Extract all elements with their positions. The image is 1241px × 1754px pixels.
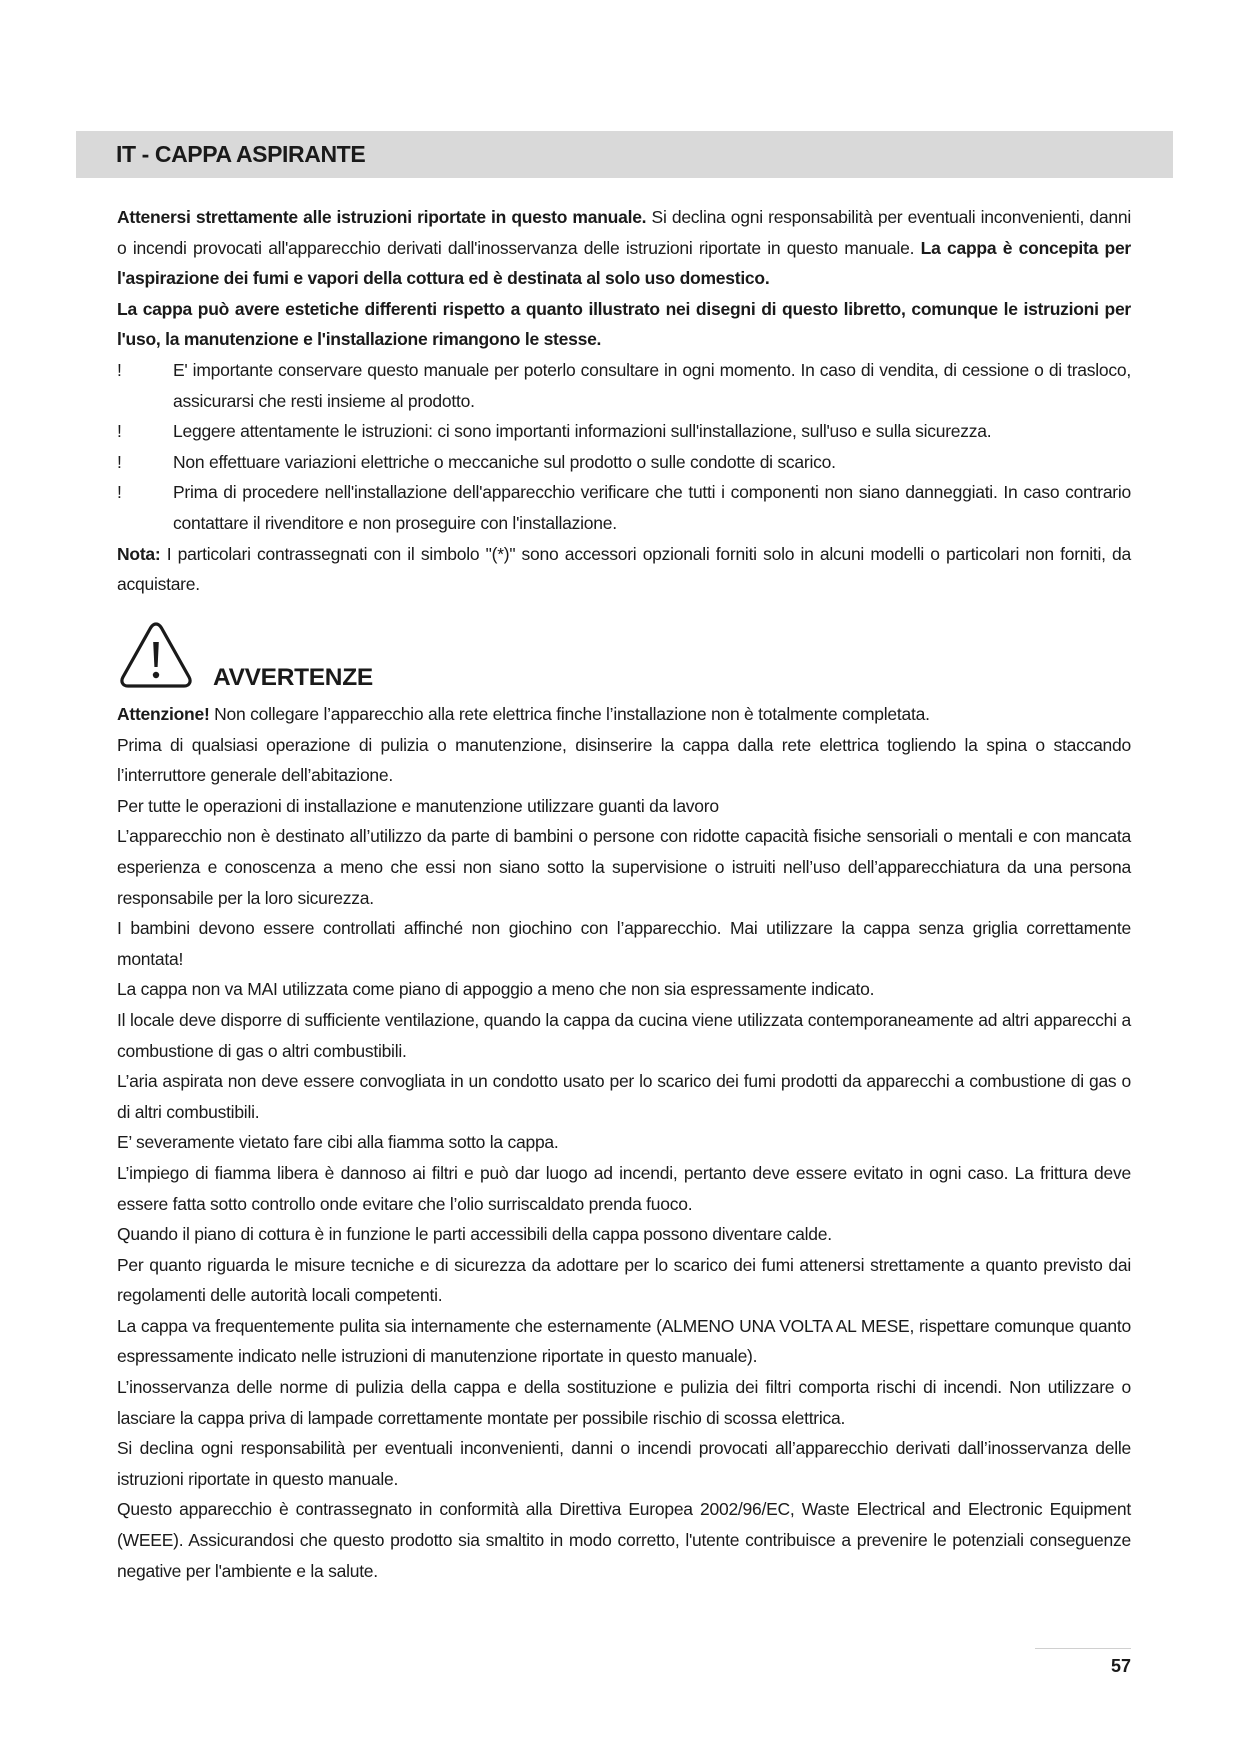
bullet-item <box>117 447 1131 478</box>
bullet-text: Non effettuare variazioni elettriche o meccaniche sul prodotto o sulle condotte di scarico. <box>173 451 836 472</box>
bullet-item <box>117 477 1131 538</box>
warning-paragraph: La cappa va frequentemente pulita sia internamente che esternamente (ALMENO UNA VOLTA AL MESE, rispettare comunque quanto espressamente indicato nelle istruzioni di manutenzione riportate in questo manuale). <box>117 1315 1131 1367</box>
attention-label: Attenzione! <box>117 704 210 724</box>
attention-text: Non collegare l’apparecchio alla rete elettrica finche l’installazione non è totalmente completata. <box>209 704 930 724</box>
warning-paragraph: I bambini devono essere controllati affinché non giochino con l’apparecchio. Mai utilizzare la cappa senza griglia correttamente montata! <box>117 918 1131 969</box>
warning-paragraph: Quando il piano di cottura è in funzione le parti accessibili della cappa possono diventare calde. <box>117 1224 832 1245</box>
warning-paragraph: La cappa non va MAI utilizzata come piano di appoggio a meno che non sia espressamente indicato. <box>117 979 875 1000</box>
bullet-text: Prima di procedere nell'installazione dell'apparecchio verificare che tutti i componenti non siano danneggiati. In caso contrario contattare il rivenditore e non proseguire con l'installazione. <box>173 482 1131 533</box>
nota-text: I particolari contrassegnati con il simbolo "(*)" sono accessori opzionali forniti solo in alcuni modelli o particolari non forniti, da acquistare. <box>117 543 1131 595</box>
bullet-mark: ! <box>117 451 122 472</box>
warning-paragraph: L’apparecchio non è destinato all’utilizzo da parte di bambini o persone con ridotte capacità fisiche sensoriali o mentali e con mancata esperienza e conoscenza a meno che essi non siano sotto la supervisione o istruiti nell’uso dell’apparecchiatura da una persona responsabile per la loro sicurezza. <box>117 826 1131 908</box>
warnings-title: AVVERTENZE <box>213 664 373 691</box>
warnings-section <box>117 699 1131 1586</box>
section-title: IT - CAPPA ASPIRANTE <box>116 141 366 167</box>
bullet-item <box>117 416 1131 447</box>
intro-section <box>117 202 1131 600</box>
nota-paragraph <box>117 539 1131 600</box>
warning-paragraph: E’ severamente vietato fare cibi alla fiamma sotto la cappa. <box>117 1132 559 1153</box>
bullet-mark: ! <box>117 421 122 442</box>
intro-normal-text: Si declina ogni responsabilità per eventuali inconvenienti, danni o incendi provocati all'apparecchio derivati dall'inosservanza delle istruzioni riportate in questo manuale. <box>117 207 1131 258</box>
warning-paragraph: L’impiego di fiamma libera è dannoso ai filtri e può dar luogo ad incendi, pertanto deve essere evitato in ogni caso. La frittura deve essere fatta sotto controllo onde evitare che l’olio surriscaldato prenda fuoco. <box>117 1162 1131 1214</box>
warnings-heading <box>114 620 614 692</box>
section-header-bar <box>76 131 1173 178</box>
bullet-item <box>117 355 1131 416</box>
nota-label: Nota: <box>117 543 161 564</box>
intro-bold-lead: Attenersi strettamente alle istruzioni riportate in questo manuale. <box>117 207 647 227</box>
warning-paragraph: L’aria aspirata non deve essere convogliata in un condotto usato per lo scarico dei fumi prodotti da apparecchi a combustione di gas o di altri combustibili. <box>117 1071 1131 1122</box>
warning-paragraph: Questo apparecchio è contrassegnato in conformità alla Direttiva Europea 2002/96/EC, Waste Electrical and Electronic Equipment (WEEE). Assicurandosi che questo prodotto sia smaltito in modo corretto, l'utente contribuisce a prevenire le potenziali conseguenze negative per l'ambiente e la salute. <box>117 1499 1131 1581</box>
intro-paragraph-1 <box>117 202 1131 294</box>
warning-paragraph: Il locale deve disporre di sufficiente ventilazione, quando la cappa da cucina viene utilizzata contemporaneamente ad altri apparecchi a combustione di gas o altri combustibili. <box>117 1009 1131 1061</box>
footer-divider <box>1035 1648 1131 1649</box>
warning-paragraph: Prima di qualsiasi operazione di pulizia o manutenzione, disinserire la cappa dalla rete elettrica togliendo la spina o staccando l’interruttore generale dell’abitazione. <box>117 734 1131 786</box>
bullet-mark: ! <box>117 359 122 380</box>
warning-paragraph: Per quanto riguarda le misure tecniche e di sicurezza da adottare per lo scarico dei fumi attenersi strettamente a quanto previsto dai regolamenti delle autorità locali competenti. <box>117 1254 1131 1306</box>
bullet-text: Leggere attentamente le istruzioni: ci sono importanti informazioni sull'installazione, sull'uso e sulla sicurezza. <box>173 421 992 442</box>
warning-paragraph: Si declina ogni responsabilità per eventuali inconvenienti, danni o incendi provocati all’apparecchio derivati dall’inosservanza delle istruzioni riportate in questo manuale. <box>117 1438 1131 1489</box>
warning-triangle-icon <box>119 620 193 690</box>
warning-paragraph: L’inosservanza delle norme di pulizia della cappa e della sostituzione e pulizia dei filtri comporta rischi di incendi. Non utilizzare o lasciare la cappa priva di lampade correttamente montate per possibile rischio di scossa elettrica. <box>117 1377 1131 1428</box>
page-number: 57 <box>1110 1656 1131 1676</box>
intro-paragraph-2 <box>117 294 1131 355</box>
intro-bold-aesthetics: La cappa può avere estetiche differenti rispetto a quanto illustrato nei disegni di questo libretto, comunque le istruzioni per l'uso, la manutenzione e l'installazione rimangono le stesse. <box>117 298 1131 350</box>
bullet-text: E' importante conservare questo manuale per poterlo consultare in ogni momento. In caso di vendita, di cessione o di trasloco, assicurarsi che resti insieme al prodotto. <box>173 359 1131 411</box>
intro-bold-purpose: La cappa è concepita per l'aspirazione dei fumi e vapori della cottura ed è destinata al solo uso domestico. <box>117 237 1131 289</box>
warning-paragraph: Per tutte le operazioni di installazione e manutenzione utilizzare guanti da lavoro <box>117 795 719 816</box>
warning-paragraph <box>117 699 1131 730</box>
bullet-mark: ! <box>117 482 122 503</box>
